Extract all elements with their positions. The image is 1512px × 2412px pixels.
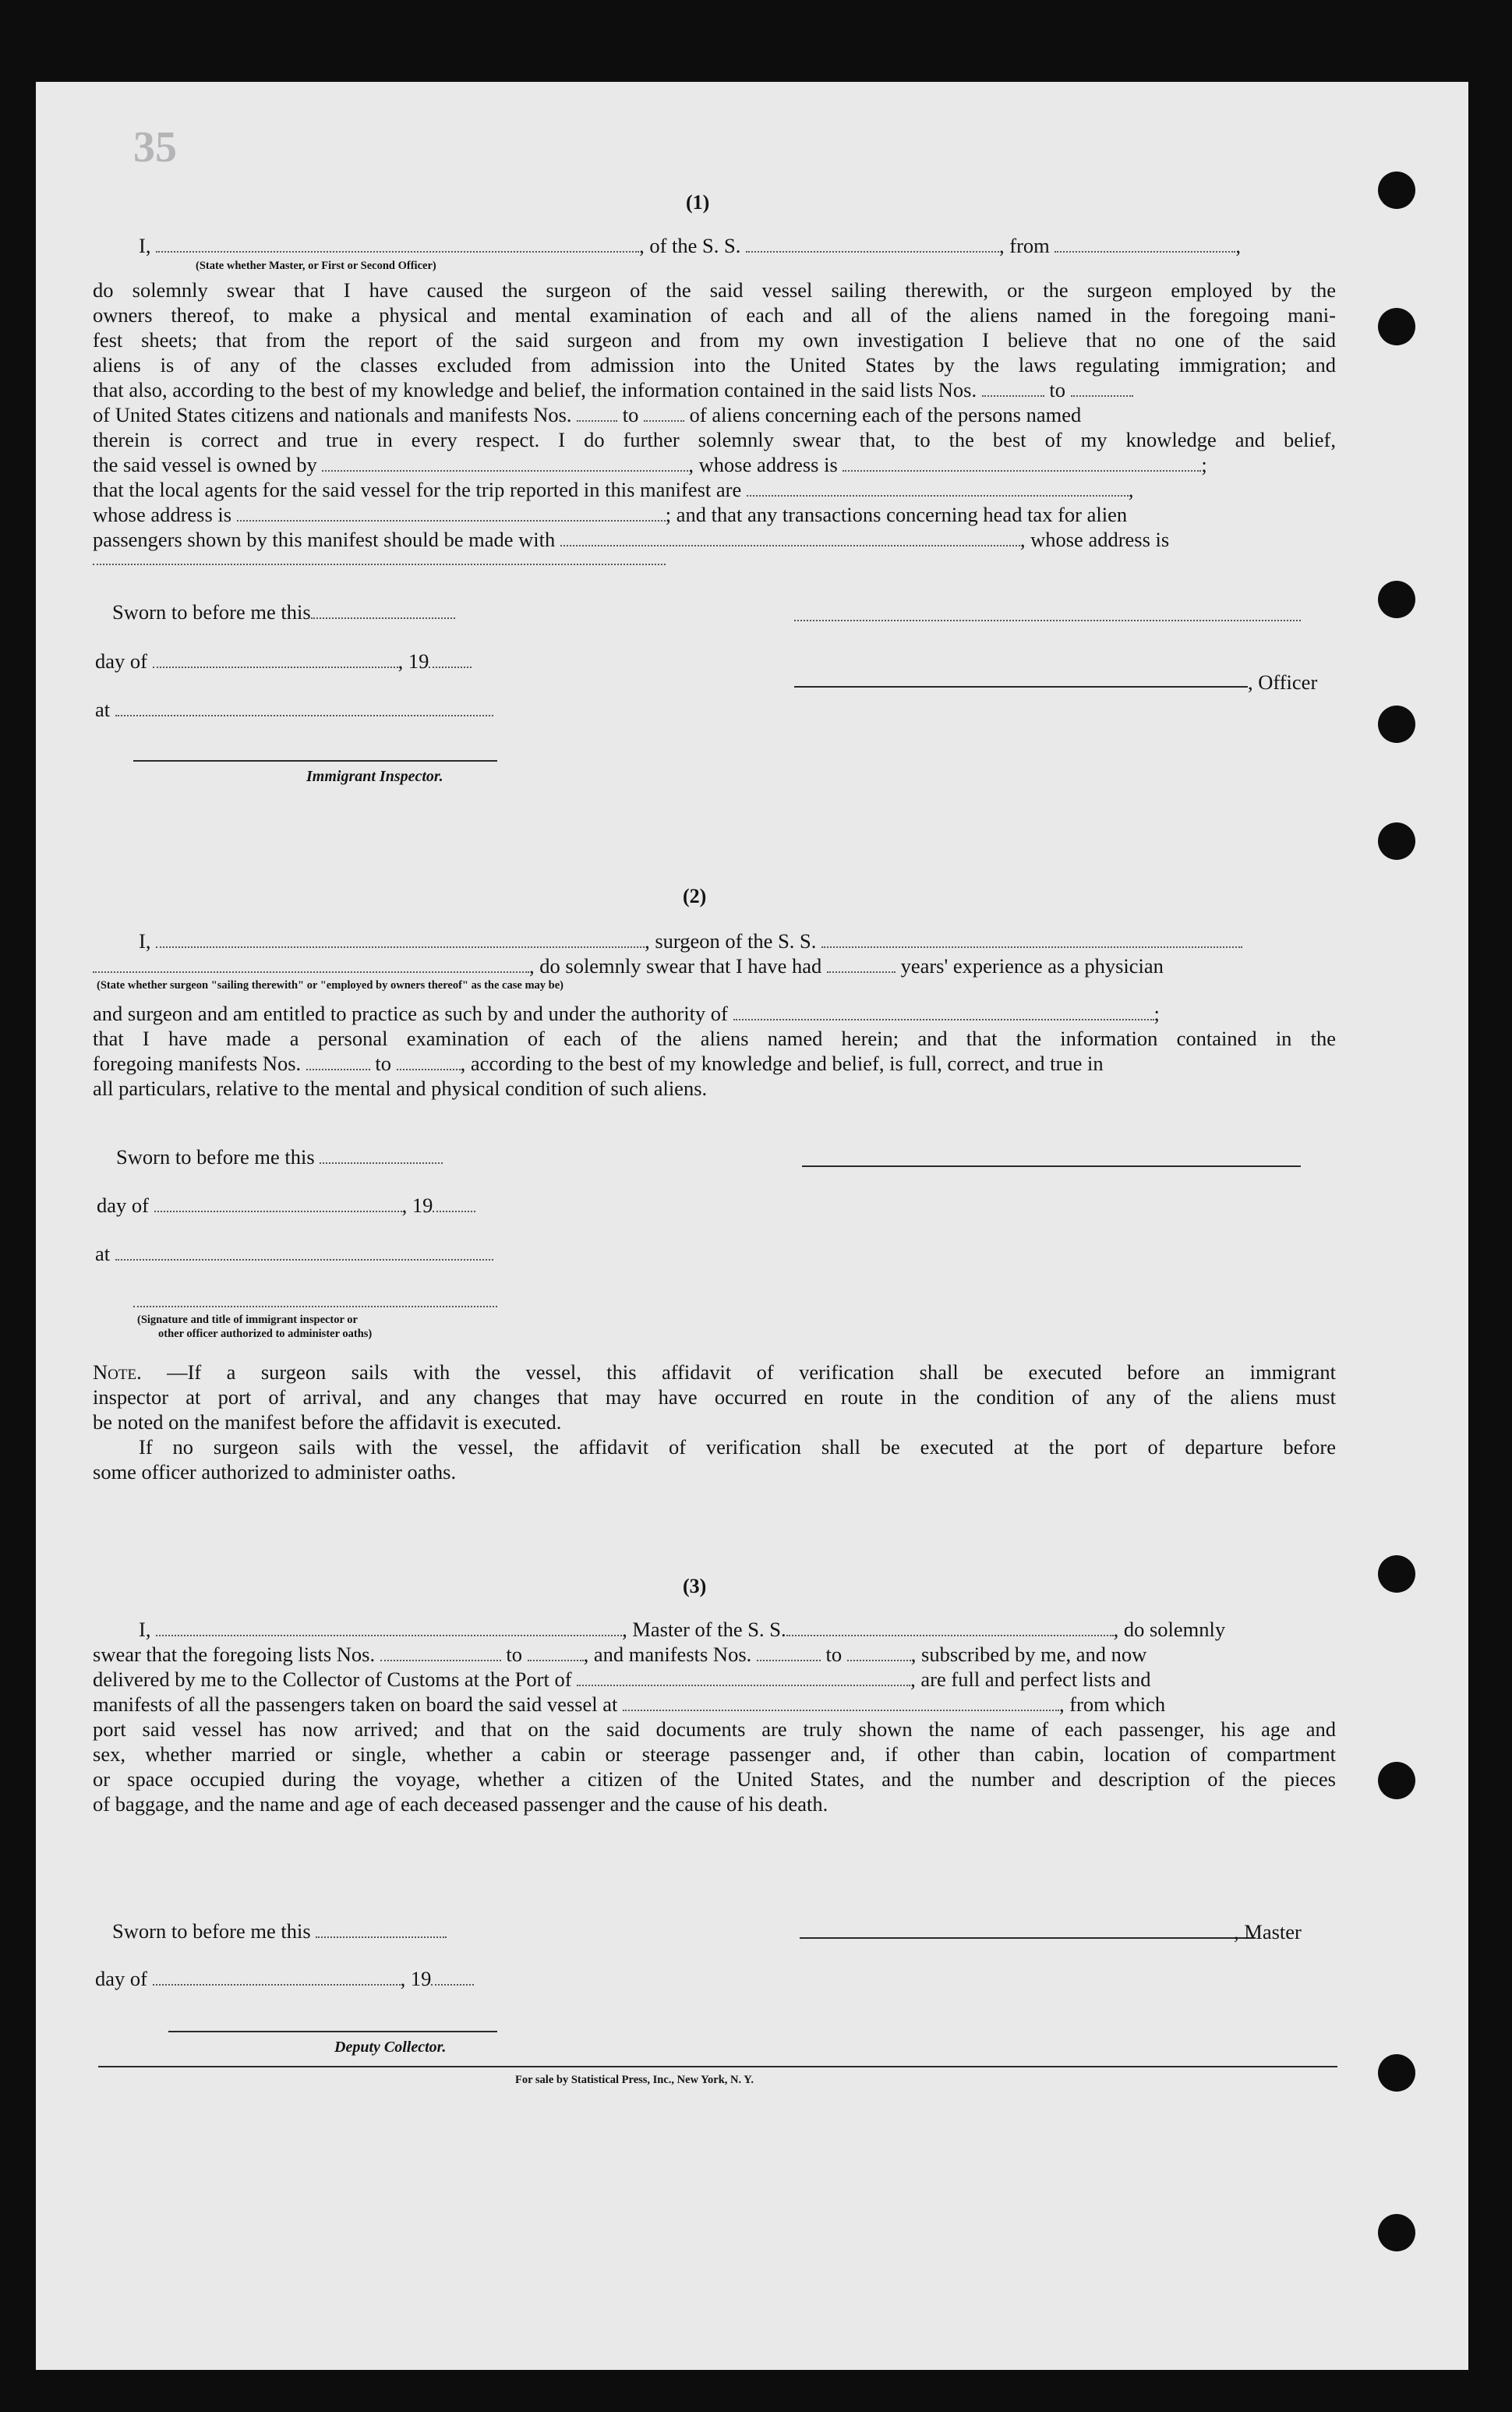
s2-manifests-from-field[interactable] — [306, 1053, 370, 1070]
s3-collector-label: Deputy Collector. — [334, 2039, 447, 2056]
s2-surgeon-note: (State whether surgeon "sailing therewith" or "employed by owners thereof" as the case may be) — [97, 979, 563, 992]
owner-address-field[interactable] — [843, 454, 1201, 472]
s2-sworn: Sworn to before me this — [116, 1145, 443, 1170]
s3-master-signature-line[interactable] — [800, 1937, 1256, 1939]
manifests-to-field[interactable] — [644, 405, 684, 422]
s3-line-0: I, , Master of the S. S. , do solemnly — [139, 1618, 1226, 1641]
manifest-affidavit-page — [36, 82, 1468, 2370]
s1-day-field[interactable] — [153, 651, 398, 668]
s3-manifests-to-field[interactable] — [847, 1644, 911, 1661]
s1-line-0: I, , of the S. S. , from , — [139, 234, 1242, 257]
s2-day: day of , 19 — [97, 1194, 475, 1218]
s3-day-field[interactable] — [153, 1968, 401, 1986]
s3-line-1: swear that the foregoing lists Nos. to , and manifests Nos. to , subscribed by me, and now — [93, 1643, 1147, 1666]
s1-sworn: Sworn to before me this — [112, 600, 455, 625]
s3-line-5: sex, whether married or single, whether a cabin or steerage passenger and, if other than cabin, location of compartment — [93, 1742, 1336, 1766]
s2-surgeon-signature-line[interactable] — [802, 1165, 1301, 1167]
s2-year-field[interactable] — [433, 1195, 475, 1212]
s3-manifests-from-field[interactable] — [757, 1644, 821, 1661]
punch-hole — [1378, 1762, 1415, 1799]
s3-line-6: or space occupied during the voyage, whether a citizen of the United States, and the number and description of the pieces — [93, 1767, 1336, 1791]
punch-hole — [1378, 1555, 1415, 1593]
punch-hole — [1378, 308, 1415, 345]
s2-sig-note-2: other officer authorized to administer oaths) — [158, 1328, 373, 1340]
s3-line-2: delivered by me to the Collector of Customs at the Port of , are full and perfect lists and — [93, 1668, 1151, 1691]
s3-line-7: of baggage, and the name and age of each deceased passenger and the cause of his death. — [93, 1792, 828, 1816]
authority-field[interactable] — [733, 1003, 1154, 1020]
section-number-1: (1) — [686, 191, 710, 214]
port-of-field[interactable] — [577, 1669, 910, 1686]
s2-note-line-1: Note. —If a surgeon sails with the vessel, this affidavit of verification shall be executed before an immigrant — [93, 1360, 1337, 1384]
s1-at-field[interactable] — [115, 699, 493, 716]
s2-note-line-2: inspector at port of arrival, and any changes that may have occurred en route in the condition of any of the aliens must — [93, 1385, 1336, 1409]
s2-ship-field[interactable] — [821, 931, 1242, 948]
taken-on-board-at-field[interactable] — [623, 1694, 1059, 1711]
s2-signature-line[interactable] — [133, 1306, 497, 1307]
s3-lists-to-field[interactable] — [528, 1644, 584, 1661]
s3-sworn-field[interactable] — [316, 1921, 447, 1938]
punch-hole — [1378, 172, 1415, 209]
s2-sworn-field[interactable] — [320, 1147, 443, 1164]
s2-line-2: and surgeon and am entitled to practice as such by and under the authority of ; — [93, 1002, 1160, 1025]
section-number-3: (3) — [683, 1575, 707, 1597]
master-name-field[interactable] — [156, 235, 639, 253]
s1-line-4: aliens is of any of the classes excluded from admission into the United States by the laws regulating immigration; and — [93, 353, 1336, 377]
inspector-signature-line[interactable] — [133, 760, 497, 762]
s3-master-name-field[interactable] — [156, 1619, 622, 1636]
punch-hole — [1378, 822, 1415, 860]
s2-note-line-3: be noted on the manifest before the affidavit is executed. — [93, 1410, 562, 1434]
s2-note-line-4: If no surgeon sails with the vessel, the affidavit of verification shall be executed at the port of departure before — [139, 1435, 1336, 1459]
years-experience-field[interactable] — [827, 956, 896, 973]
s1-officer-label: , Officer — [1248, 670, 1318, 694]
s2-line-3: that I have made a personal examination of each of the aliens named herein; and that the information contained in the — [93, 1027, 1336, 1050]
surgeon-type-field[interactable] — [93, 956, 529, 973]
lists-from-field[interactable] — [982, 380, 1044, 397]
s1-sworn-field[interactable] — [311, 602, 455, 619]
s2-line-5: all particulars, relative to the mental and physical condition of such aliens. — [93, 1077, 708, 1100]
s3-master-label: , Master — [1234, 1920, 1302, 1943]
s2-sig-note-1: (Signature and title of immigrant inspector or — [137, 1314, 358, 1326]
s2-manifests-to-field[interactable] — [397, 1053, 461, 1070]
s2-day-field[interactable] — [154, 1195, 402, 1212]
s1-line-7: therein is correct and true in every respect. I do further solemnly swear that, to the best of my knowledge and belief, — [93, 428, 1336, 451]
s3-day: day of , 19 — [95, 1967, 474, 1992]
s1-inspector-label: Immigrant Inspector. — [306, 768, 443, 785]
s3-ship-field[interactable] — [786, 1619, 1114, 1636]
printer-credit: For sale by Statistical Press, Inc., New York, N. Y. — [515, 2074, 754, 2086]
footer-rule — [98, 2066, 1337, 2067]
s1-line-10: whose address is ; and that any transactions concerning head tax for alien — [93, 503, 1128, 526]
local-agents-field[interactable] — [747, 479, 1129, 497]
s3-lists-from-field[interactable] — [380, 1644, 501, 1661]
ship-name-field[interactable] — [746, 235, 999, 253]
s1-right-line[interactable] — [794, 620, 1301, 621]
punch-hole — [1378, 706, 1415, 743]
port-from-field[interactable] — [1055, 235, 1235, 253]
surgeon-name-field[interactable] — [156, 931, 645, 948]
s1-line-1: do solemnly swear that I have caused the surgeon of the said vessel sailing therewith, or the surgeon employed by the — [93, 278, 1336, 302]
collector-signature-line[interactable] — [168, 2031, 497, 2032]
s2-note-line-5: some officer authorized to administer oaths. — [93, 1460, 457, 1484]
punch-hole — [1378, 581, 1415, 618]
s1-line-5: that also, according to the best of my knowledge and belief, the information contained in the said lists Nos. to — [93, 378, 1133, 403]
s2-line-4: foregoing manifests Nos. to , according to the best of my knowledge and belief, is full, correct, and true in — [93, 1052, 1104, 1075]
s3-line-4: port said vessel has now arrived; and that on the said documents are truly shown the name of each passenger, his age and — [93, 1717, 1336, 1741]
s1-line-11: passengers shown by this manifest should be made with , whose address is — [93, 528, 1170, 551]
punch-hole — [1378, 2214, 1415, 2251]
s1-year-field[interactable] — [429, 651, 472, 668]
s1-day: day of , 19 — [95, 649, 472, 674]
owner-field[interactable] — [322, 454, 688, 472]
lists-to-field[interactable] — [1071, 380, 1133, 397]
s3-year-field[interactable] — [431, 1968, 474, 1986]
s1-line-6: of United States citizens and nationals and manifests Nos. to of aliens concerning each of the persons named — [93, 403, 1082, 426]
s2-at: at — [95, 1242, 493, 1267]
head-tax-address-field[interactable] — [93, 564, 666, 565]
s1-line-9: that the local agents for the said vessel for the trip reported in this manifest are , — [93, 478, 1134, 501]
s2-at-field[interactable] — [115, 1243, 493, 1261]
s1-at: at — [95, 698, 493, 723]
s2-line-0: I, , surgeon of the S. S. — [139, 929, 1242, 954]
manifests-from-field[interactable] — [577, 405, 617, 422]
punch-hole — [1378, 2054, 1415, 2092]
officer-signature-line[interactable] — [794, 686, 1248, 688]
s3-sworn: Sworn to before me this — [112, 1919, 447, 1944]
agents-address-field[interactable] — [237, 504, 666, 522]
section-number-2: (2) — [683, 885, 707, 907]
page-stamp: 35 — [133, 123, 177, 172]
s1-line-2: owners thereof, to make a physical and mental examination of each and all of the aliens named in the foregoing mani- — [93, 303, 1336, 327]
head-tax-party-field[interactable] — [560, 529, 1020, 546]
s3-line-3: manifests of all the passengers taken on board the said vessel at , from which — [93, 1692, 1166, 1716]
s2-line-1: , do solemnly swear that I have had years' experience as a physician — [93, 954, 1164, 979]
s1-officer-note: (State whether Master, or First or Second Officer) — [196, 260, 436, 272]
s1-line-3: fest sheets; that from the report of the said surgeon and from my own investigation I believe that no one of the said — [93, 328, 1336, 352]
s1-line-8: the said vessel is owned by , whose address is ; — [93, 453, 1207, 476]
